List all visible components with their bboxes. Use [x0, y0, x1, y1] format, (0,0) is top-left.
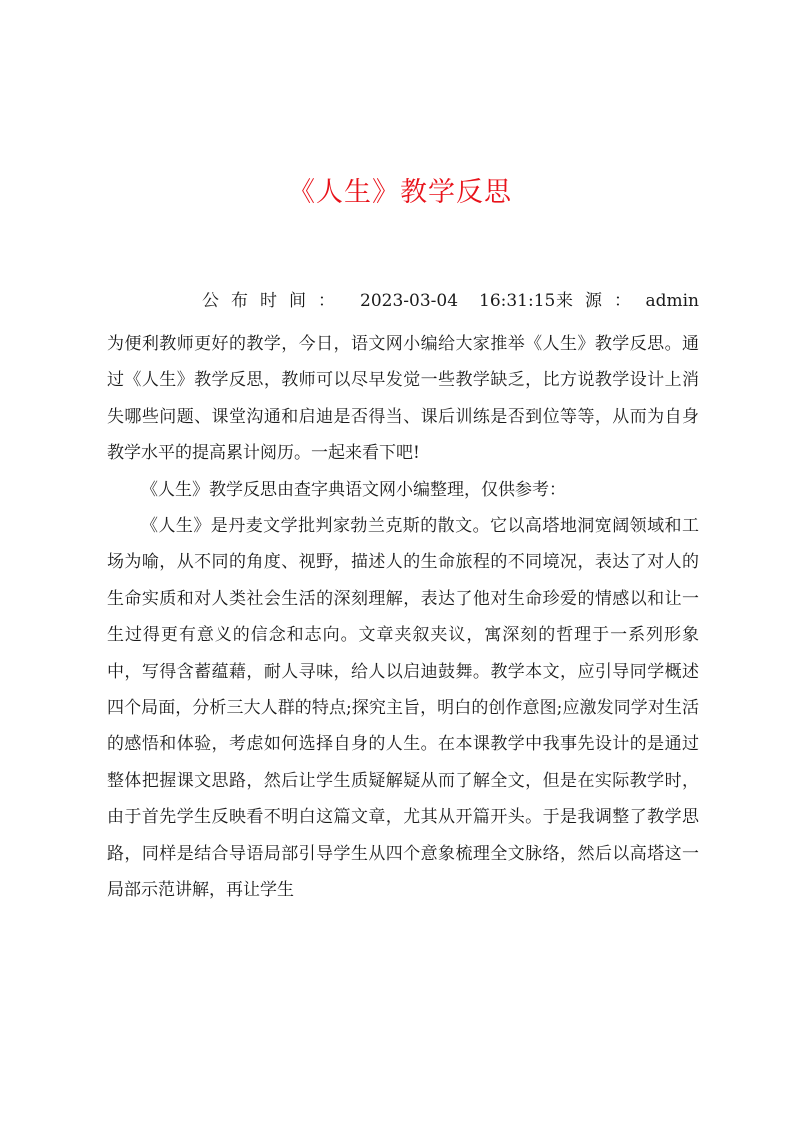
publish-time: 16:31:15 [479, 291, 556, 311]
publish-info [107, 289, 699, 313]
source-value: admin [645, 291, 699, 311]
publish-time-label: 公布时间： [202, 291, 347, 311]
paragraph-main: 《人生》是丹麦文学批判家勃兰克斯的散文。它以高塔地洞宽阔领域和工场为喻，从不同的角度、视野，描述人的生命旅程的不同境况，表达了对人的生命实质和对人类社会生活的深刻理解，表达了他对生命珍爱的情感以和让一生过得更有意义的信念和志向。文章夹叙夹议，寓深刻的哲理于一系列形象中，写得含蓄蕴藉，耐人寻味，给人以启迪鼓舞。教学本文，应引导同学概述四个局面，分析三大人群的特点;探究主旨，明白的创作意图;应激发同学对生活的感悟和体验，考虑如何选择自身的人生。在本课教学中我事先设计的是通过整体把握课文思路，然后让学生质疑解疑从而了解全文，但是在实际教学时，由于首先学生反映看不明白这篇文章，尤其从开篇开头。于是我调整了教学思路，同样是结合导语局部引导学生从四个意象梳理全文脉络，然后以高塔这一局部示范讲解，再让学生 [107, 516, 699, 901]
source-label: 来源： [556, 291, 643, 311]
publish-date: 2023-03-04 [360, 291, 459, 311]
article-body [107, 326, 699, 909]
paragraph-intro: 为便利教师更好的教学，今日，语文网小编给大家推举《人生》教学反思。通过《人生》教学反思，教师可以尽早发觉一些教学缺乏，比方说教学设计上消失哪些问题、课堂沟通和启迪是否得当、课后训练是否到位等等，从而为自身教学水平的提高累计阅历。一起来看下吧! [107, 334, 699, 464]
paragraph-note: 《人生》教学反思由查字典语文网小编整理，仅供参考： [141, 479, 566, 500]
document-title: 《人生》教学反思 [288, 177, 512, 208]
